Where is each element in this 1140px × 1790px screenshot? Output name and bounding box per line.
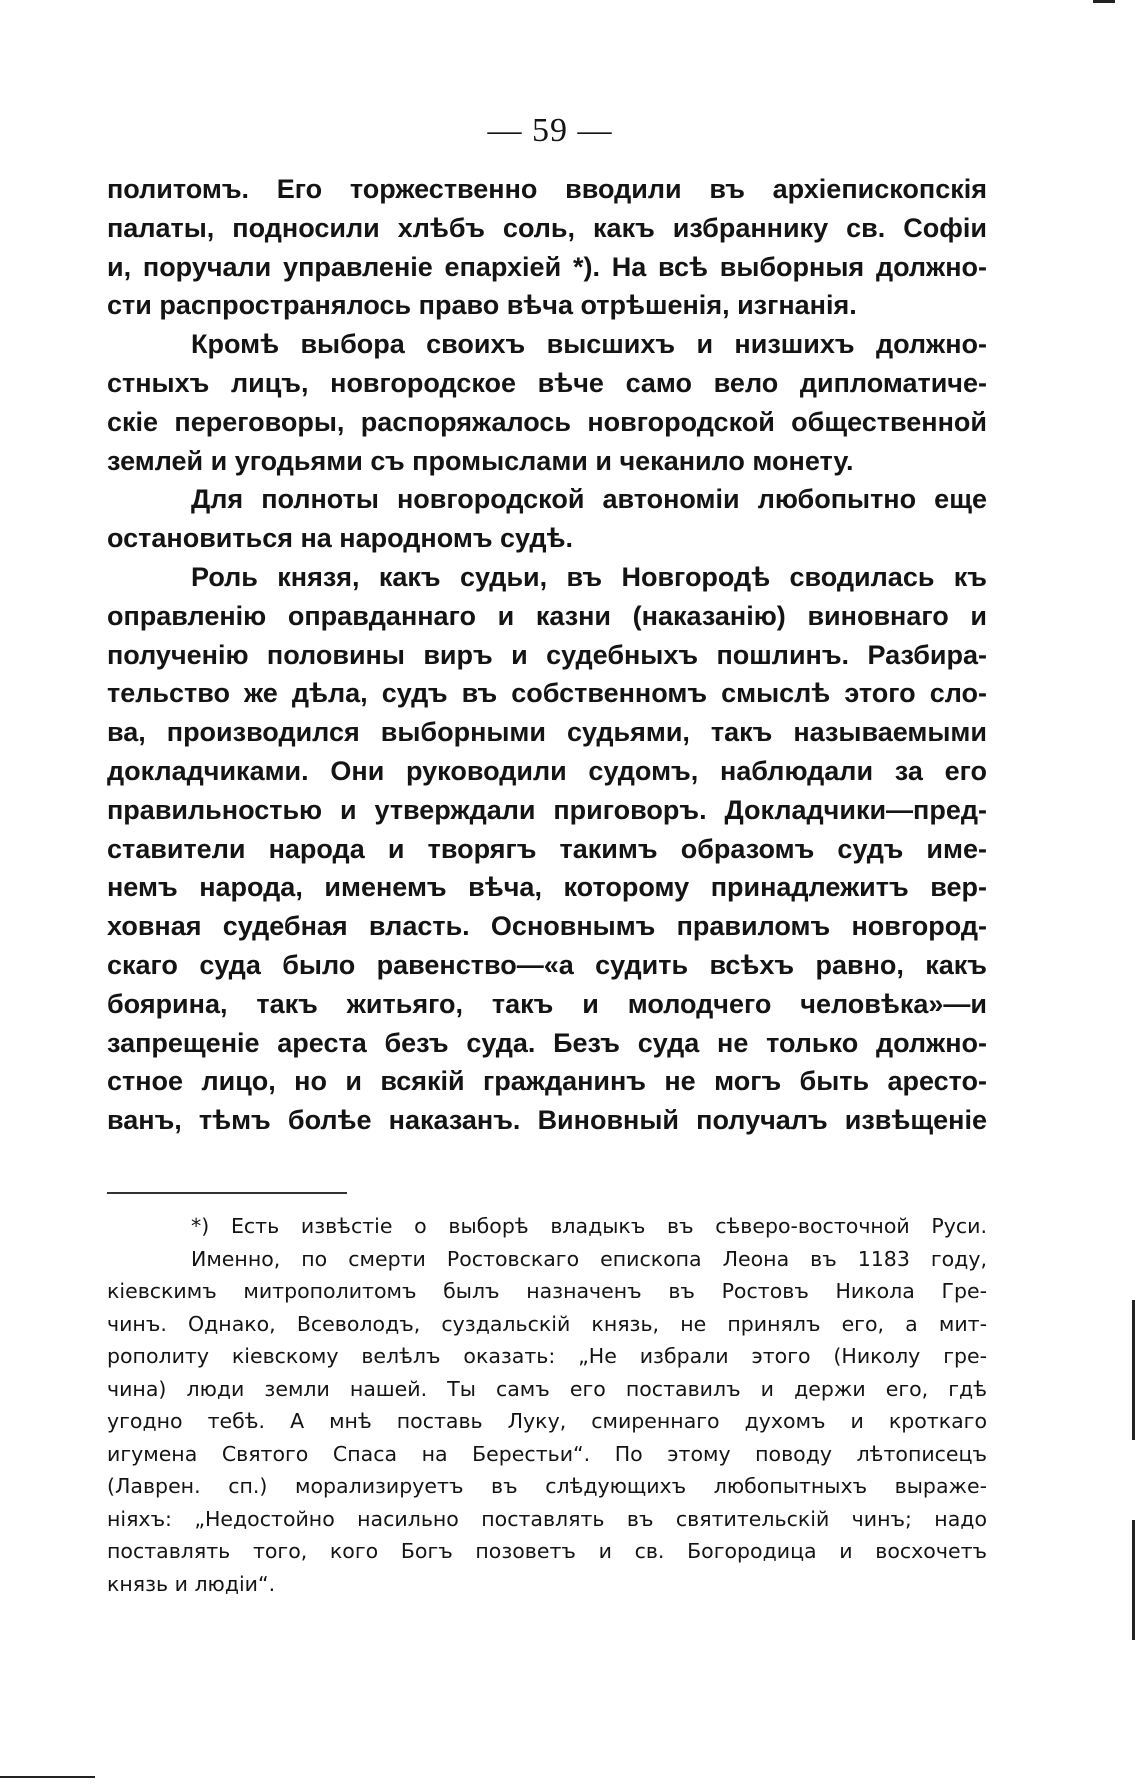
scan-artifact (0, 1776, 95, 1778)
footnote-line: угодно тебѣ. А мнѣ поставь Луку, смиреннаго духомъ и кроткаго (107, 1409, 987, 1433)
footnote-separator (107, 1192, 347, 1194)
page-number: — 59 — (487, 112, 613, 149)
text-line: ванъ, тѣмъ болѣе наказанъ. Виновный получалъ извѣщеніе (107, 1105, 987, 1136)
footnote-line: *) Есть извѣстіе о выборѣ владыкъ въ сѣверо-восточной Руси. (191, 1214, 987, 1238)
footnote-line: Именно, по смерти Ростовскаго епископа Леона въ 1183 году, (191, 1246, 987, 1271)
footnote-block (107, 1210, 987, 1600)
text-line: скаго суда было равенство—«а судить всѣхъ равно, какъ (107, 949, 987, 980)
text-line: немъ народа, именемъ вѣча, которому принадлежитъ вер- (107, 872, 987, 903)
text-line: стное лицо, но и всякій гражданинъ не могъ быть аресто- (107, 1066, 987, 1097)
scan-artifact (1132, 1520, 1135, 1640)
main-text-block (107, 170, 987, 1140)
footnote-line: (Лаврен. сп.) морализируетъ въ слѣдующихъ любопытныхъ выраже- (107, 1474, 987, 1498)
text-line: политомъ. Его торжественно вводили въ архіепископскія (107, 174, 987, 204)
footnote-line: рополиту кіевскому велѣлъ оказать: „Не избрали этого (Николу гре- (107, 1344, 987, 1368)
text-line: Для полноты новгородской автономіи любопытно еще (191, 484, 987, 515)
text-line: боярина, такъ житьяго, такъ и молодчего человѣка»—и (107, 988, 987, 1019)
footnote-line: чинъ. Однако, Всеволодъ, суздальскій князь, не принялъ его, а мит- (107, 1311, 987, 1336)
text-line: ставители народа и творягъ такимъ образомъ судъ име- (107, 833, 987, 864)
text-line: ва, производился выборными судьями, такъ называемыми (107, 717, 987, 748)
text-line: тельство же дѣла, судъ въ собственномъ смыслѣ этого сло- (107, 678, 987, 709)
text-line: стныхъ лицъ, новгородское вѣче само вело дипломатиче- (107, 367, 987, 398)
text-line: Кромѣ выбора своихъ высшихъ и низшихъ должно- (191, 329, 987, 360)
text-line: ховная судебная власть. Основнымъ правиломъ новгород- (107, 911, 987, 942)
text-line: палаты, подносили хлѣбъ соль, какъ избраннику св. Софіи (107, 212, 987, 243)
text-line: Роль князя, какъ судьи, въ Новгородѣ сводилась къ (191, 561, 987, 592)
footnote-line: князь и людіи“. (107, 1571, 276, 1596)
text-line: полученію половины виръ и судебныхъ пошлинъ. Разбира- (107, 639, 987, 670)
footnote-line: поставлять того, кого Богъ позоветъ и св. Богородица и восхочетъ (107, 1539, 987, 1563)
scan-artifact (1093, 0, 1115, 3)
text-line: скіе переговоры, распоряжалось новгородской общественной (107, 406, 987, 437)
text-line: запрещеніе ареста безъ суда. Безъ суда не только должно- (107, 1027, 987, 1058)
text-line: землей и угодьями съ промыслами и чеканило монету. (107, 445, 854, 476)
text-line: оправленію оправданнаго и казни (наказанію) виновнаго и (107, 600, 987, 631)
text-line: докладчиками. Они руководили судомъ, наблюдали за его (107, 755, 987, 786)
scan-artifact (1132, 1300, 1135, 1440)
footnote-line: чина) люди земли нашей. Ты самъ его поставилъ и держи его, гдѣ (107, 1376, 987, 1401)
footnote-line: игумена Святого Спаса на Берестьи“. По этому поводу лѣтописецъ (107, 1441, 987, 1466)
text-line: сти распространялось право вѣча отрѣшенія, изгнанія. (107, 290, 857, 321)
footnote-line: ніяхъ: „Недостойно насильно поставлять въ святительскій чинъ; надо (107, 1506, 987, 1531)
text-line: остановиться на народномъ судѣ. (107, 523, 573, 554)
text-line: и, поручали управленіе епархіей *). На всѣ выборныя должно- (107, 251, 987, 282)
footnote-line: кіевскимъ митрополитомъ былъ назначенъ въ Ростовъ Никола Гре- (107, 1279, 987, 1303)
text-line: правильностью и утверждали приговоръ. Докладчики—пред- (107, 794, 987, 825)
